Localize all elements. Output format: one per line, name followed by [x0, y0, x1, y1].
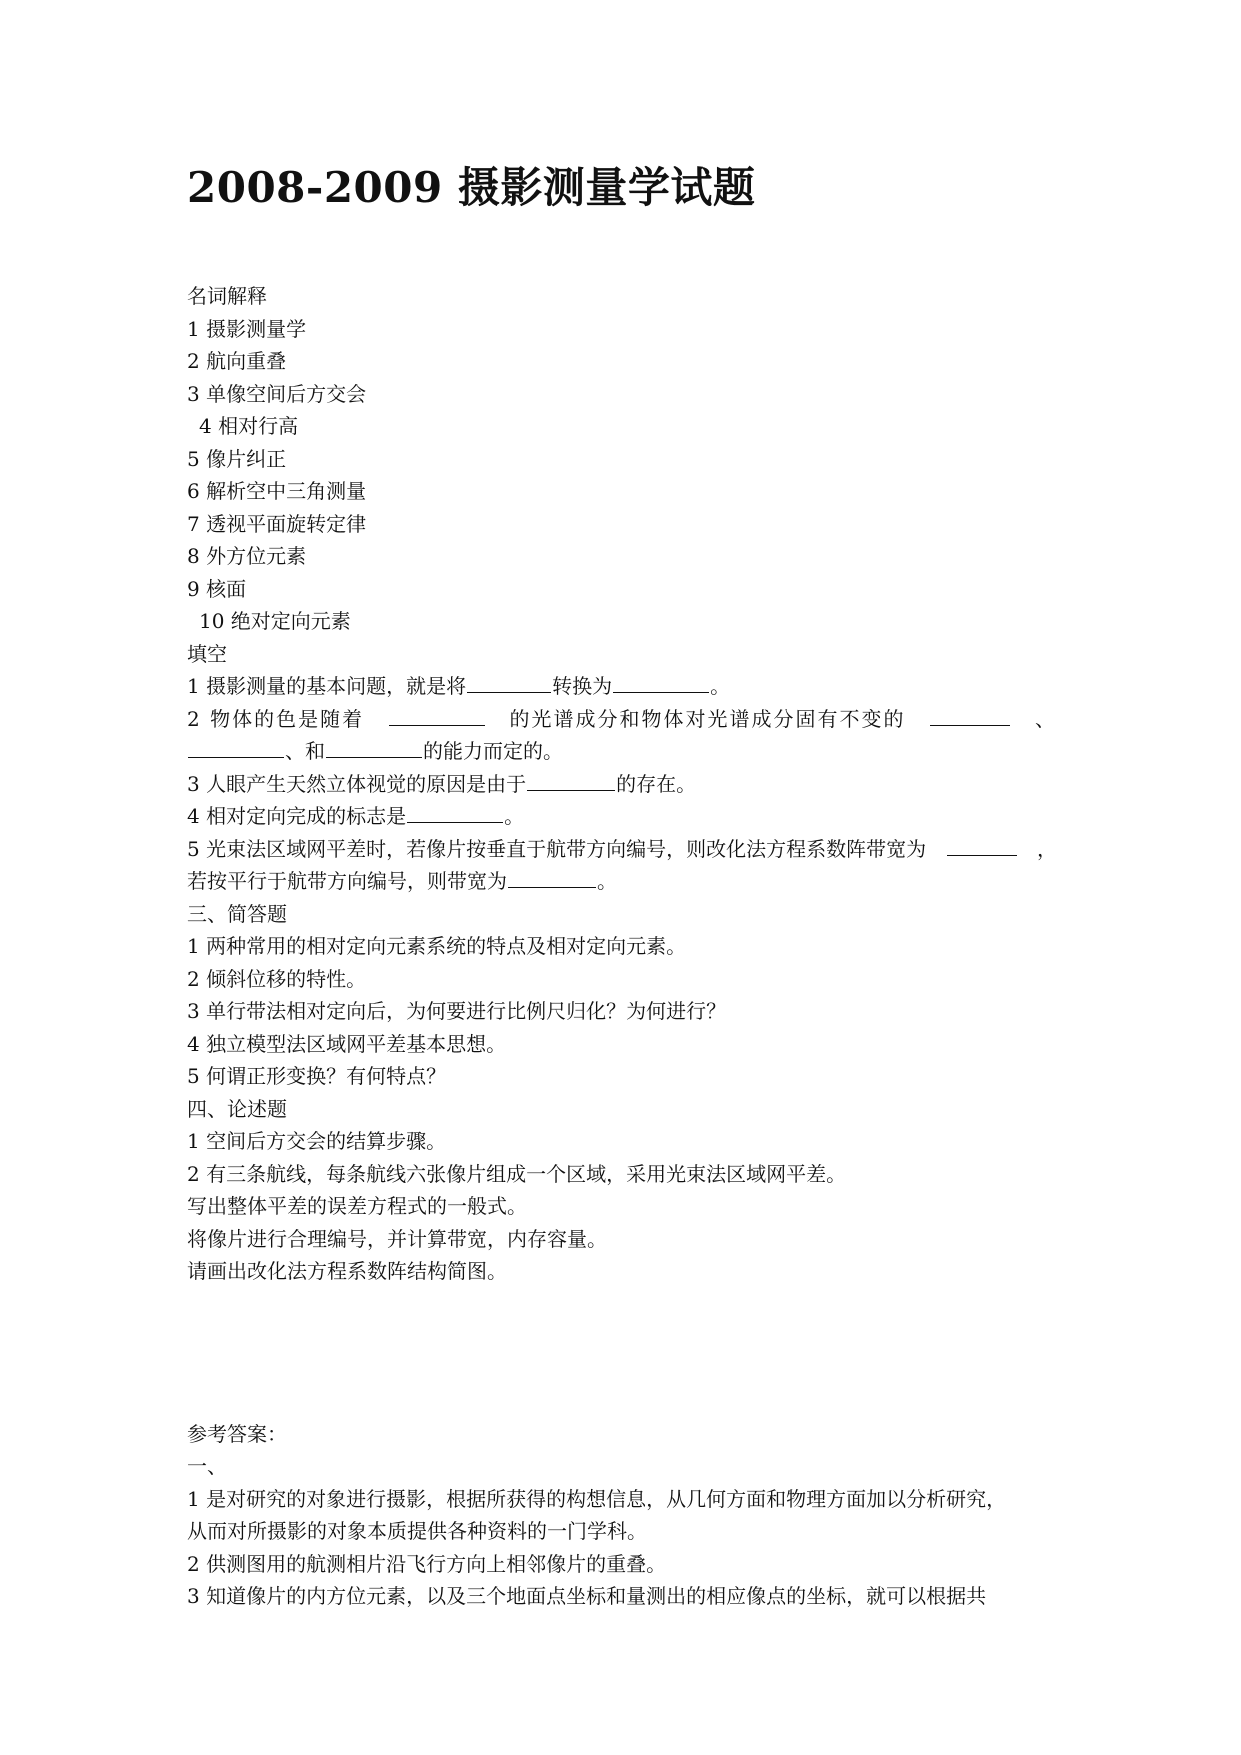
definition-item: 10 绝对定向元素: [199, 609, 351, 633]
question-text: 2 物体的色是随着: [187, 706, 365, 731]
spacer: [187, 1288, 1057, 1418]
question-text: 5 光束法区域网平差时，若像片按垂直于航带方向编号，则改化法方程系数阵带宽为: [187, 836, 927, 861]
definition-item: 9 核面: [187, 576, 247, 601]
question-text: 1 摄影测量的基本问题，就是将: [187, 674, 467, 698]
essay-item: 写出整体平差的误差方程式的一般式。: [187, 1194, 527, 1218]
question-text: 4 相对定向完成的标志是: [187, 804, 407, 828]
answer-blank: [467, 670, 551, 693]
short-answer-item: 2 倾斜位移的特性。: [187, 966, 367, 991]
fill-question-1: [187, 670, 1057, 703]
fill-question-3: [187, 768, 1057, 801]
section-heading-short-answer: 三、简答题: [187, 901, 287, 926]
question-text: 、: [1034, 706, 1057, 731]
question-text: 3 人眼产生天然立体视觉的原因是由于: [187, 771, 527, 796]
answer-item-cont: 从而对所摄影的对象本质提供各种资料的一门学科。: [187, 1519, 647, 1543]
short-answer-item: 5 何谓正形变换？有何特点？: [187, 1064, 447, 1088]
definition-item: 4 相对行高: [199, 414, 299, 438]
question-text: 转换为: [552, 674, 613, 698]
definition-item: 6 解析空中三角测量: [187, 479, 367, 503]
fill-question-2-cont: [187, 735, 1057, 768]
answer-blank: [947, 833, 1017, 856]
answer-blank: [508, 865, 596, 888]
definition-item: 1 摄影测量学: [187, 316, 307, 341]
answer-blank: [930, 703, 1010, 726]
essay-item: 将像片进行合理编号，并计算带宽，内存容量。: [187, 1226, 607, 1251]
answer-blank: [613, 670, 709, 693]
question-text: 的存在。: [616, 771, 697, 796]
question-text: 。: [710, 674, 731, 698]
definition-item: 8 外方位元素: [187, 544, 307, 568]
answer-item: 2 供测图用的航测相片沿飞行方向上相邻像片的重叠。: [187, 1551, 667, 1576]
definition-item: 3 单像空间后方交会: [187, 381, 367, 406]
question-text: 的光谱成分和物体对光谱成分固有不变的: [509, 706, 906, 731]
fill-question-5: [187, 833, 1057, 866]
answers-part-label: 一、: [187, 1454, 227, 1478]
section-heading-definitions: 名词解释: [187, 284, 267, 308]
question-text: 的能力而定的。: [423, 739, 563, 763]
short-answer-item: 4 独立模型法区域网平差基本思想。: [187, 1031, 507, 1056]
question-text: 。: [504, 804, 525, 828]
question-text: 、和: [285, 739, 325, 763]
definition-item: 7 透视平面旋转定律: [187, 511, 367, 536]
question-text: 。: [597, 869, 617, 893]
document-title: 2008-2009 摄影测量学试题: [187, 163, 756, 212]
short-answer-item: 3 单行带法相对定向后，为何要进行比例尺归化？为何进行？: [187, 999, 727, 1023]
answer-blank: [407, 800, 503, 823]
answer-blank: [389, 703, 485, 726]
answer-blank: [527, 768, 615, 791]
definition-item: 5 像片纠正: [187, 446, 287, 471]
fill-question-4: [187, 800, 1057, 833]
section-heading-fill-blank: 填空: [187, 641, 227, 666]
essay-item: 请画出改化法方程系数阵结构简图。: [187, 1259, 507, 1283]
question-text: ，: [1037, 836, 1057, 861]
document-body: [187, 280, 1057, 1613]
answer-blank: [188, 735, 284, 758]
answers-heading: 参考答案：: [187, 1421, 287, 1446]
answer-blank: [326, 735, 422, 758]
fill-question-2: [187, 703, 1057, 736]
definition-item: 2 航向重叠: [187, 349, 287, 373]
essay-item: 2 有三条航线，每条航线六张像片组成一个区域，采用光束法区域网平差。: [187, 1161, 847, 1186]
answer-item: 1 是对研究的对象进行摄影，根据所获得的构想信息，从几何方面和物理方面加以分析研究，: [187, 1486, 1007, 1511]
fill-question-5-cont: [187, 865, 1057, 898]
question-text: 若按平行于航带方向编号，则带宽为: [187, 869, 507, 893]
section-heading-essay: 四、论述题: [187, 1096, 287, 1121]
answer-item: 3 知道像片的内方位元素，以及三个地面点坐标和量测出的相应像点的坐标，就可以根据共: [187, 1584, 987, 1608]
essay-item: 1 空间后方交会的结算步骤。: [187, 1129, 447, 1153]
short-answer-item: 1 两种常用的相对定向元素系统的特点及相对定向元素。: [187, 934, 687, 958]
